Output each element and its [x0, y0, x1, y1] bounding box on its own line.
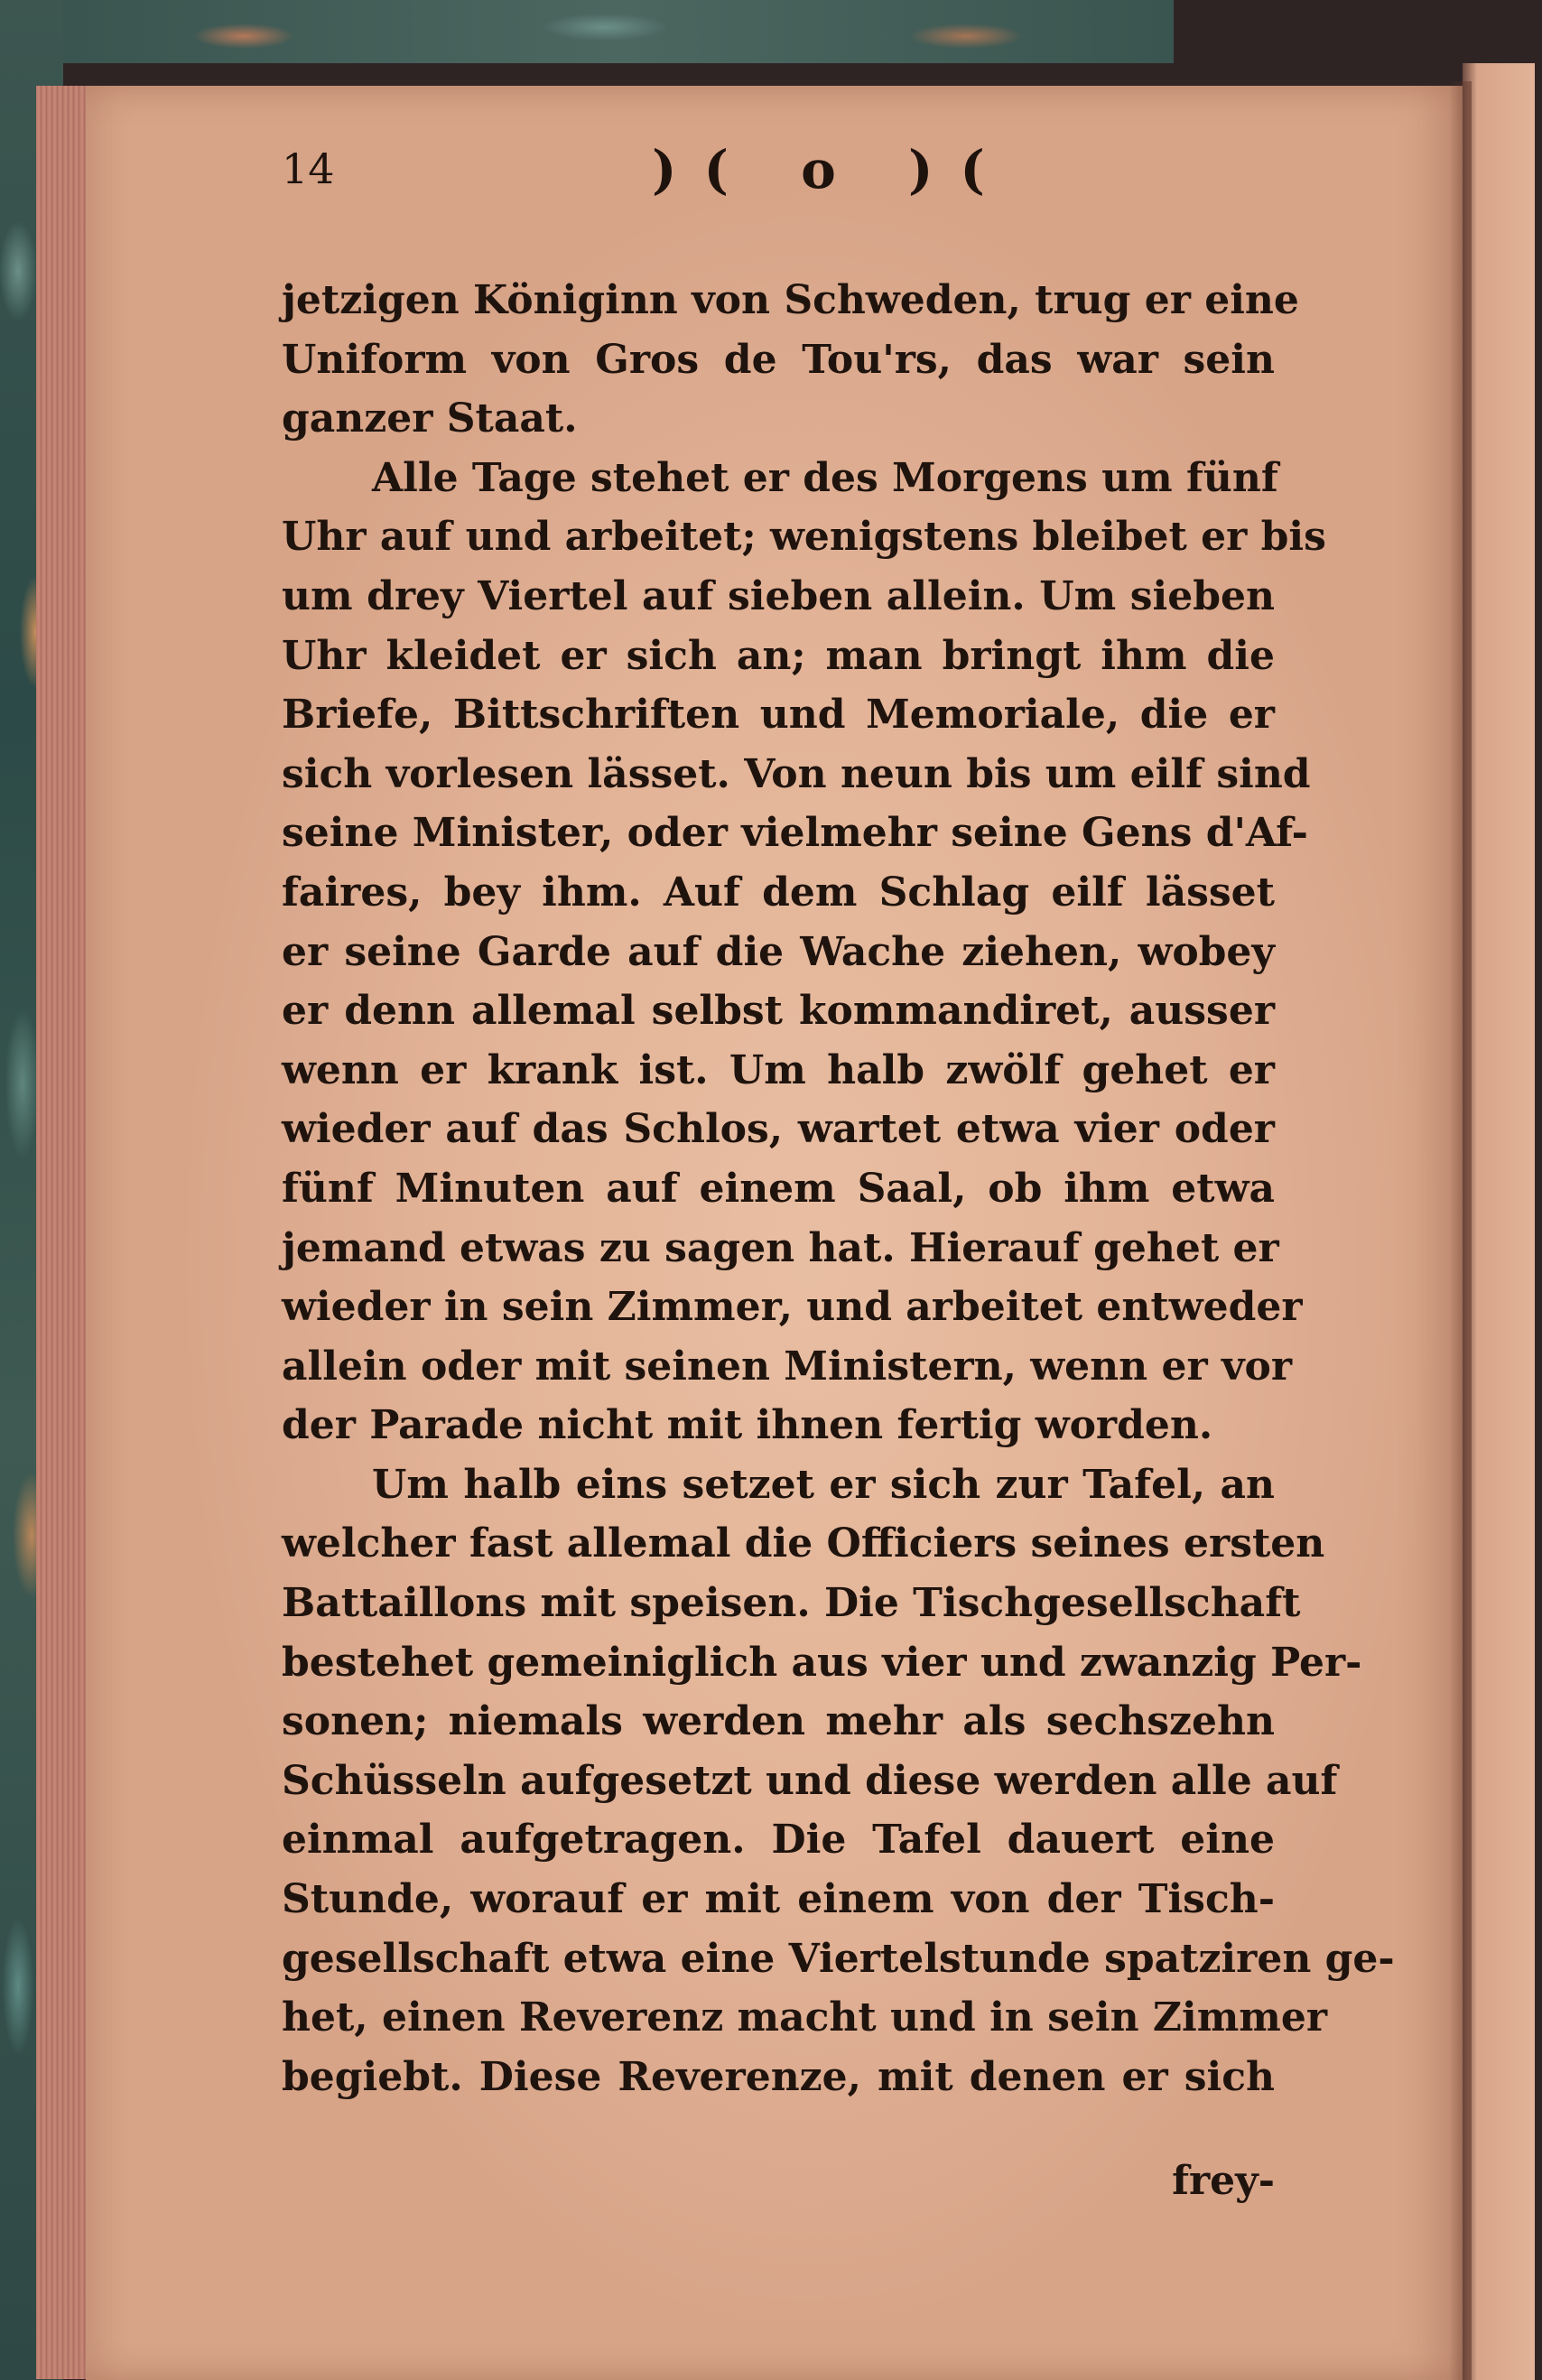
text-line: Alle Tage stehet er des Morgens um fünf: [372, 454, 1278, 501]
page-header: [282, 135, 1302, 217]
text-line: um drey Viertel auf sieben allein. Um sieben: [282, 572, 1275, 619]
text-line: sonen; niemals werden mehr als sechszehn: [282, 1698, 1275, 1745]
text-line: Schüsseln aufgesetzt und diese werden alle auf: [282, 1757, 1338, 1804]
text-line: gesellschaft etwa eine Viertelstunde spatziren ge-: [282, 1935, 1395, 1982]
facing-page-edge: [1463, 63, 1535, 2380]
text-line: Uhr auf und arbeitet; wenigstens bleibet er bis: [282, 514, 1326, 561]
text-line: het, einen Reverenz macht und in sein Zimmer: [282, 1994, 1328, 2041]
body-text: [282, 271, 1395, 2106]
text-line: allein oder mit seinen Ministern, wenn er vor: [282, 1343, 1293, 1390]
text-line: er denn allemal selbst kommandiret, ausser: [282, 988, 1275, 1035]
page-gutter-shadow: [1449, 81, 1472, 2380]
catchword: frey-: [1172, 2158, 1275, 2204]
text-line: jetzigen Königinn von Schweden, trug er eine: [282, 277, 1299, 323]
text-line: wieder auf das Schlos, wartet etwa vier oder: [282, 1106, 1275, 1153]
text-line: jemand etwas zu sagen hat. Hierauf gehet er: [282, 1224, 1279, 1271]
text-line: Battaillons mit speisen. Die Tischgesellschaft: [282, 1580, 1301, 1627]
text-line: seine Minister, oder vielmehr seine Gens d'Af-: [282, 810, 1308, 857]
text-line: Uniform von Gros de Tou'rs, das war sein: [282, 336, 1275, 383]
text-line: wieder in sein Zimmer, und arbeitet entweder: [282, 1284, 1303, 1331]
text-line: Briefe, Bittschriften und Memoriale, die er: [282, 692, 1275, 739]
text-line: fünf Minuten auf einem Saal, ob ihm etwa: [282, 1165, 1275, 1212]
text-line: ganzer Staat.: [282, 395, 578, 442]
text-line: wenn er krank ist. Um halb zwölf gehet er: [282, 1046, 1275, 1093]
text-line: der Parade nicht mit ihnen fertig worden.: [282, 1402, 1213, 1449]
header-ornament: )( o )(: [652, 139, 1012, 200]
page-number: 14: [282, 144, 335, 193]
text-line: Uhr kleidet er sich an; man bringt ihm die: [282, 632, 1275, 679]
text-line: bestehet gemeiniglich aus vier und zwanzig Per-: [282, 1639, 1362, 1686]
text-line: begiebt. Diese Reverenze, mit denen er sich: [282, 2053, 1275, 2100]
text-line: sich vorlesen lässet. Von neun bis um eilf sind: [282, 750, 1311, 797]
text-line: einmal aufgetragen. Die Tafel dauert eine: [282, 1817, 1275, 1864]
text-line: faires, bey ihm. Auf dem Schlag eilf lässet: [282, 869, 1275, 916]
text-line: Um halb eins setzet er sich zur Tafel, an: [372, 1461, 1275, 1508]
text-line: Stunde, worauf er mit einem von der Tisch-: [282, 1876, 1275, 1923]
text-line: er seine Garde auf die Wache ziehen, wobey: [282, 928, 1275, 975]
text-line: welcher fast allemal die Officiers seines ersten: [282, 1520, 1325, 1567]
marbled-cover-top: [63, 0, 1174, 63]
